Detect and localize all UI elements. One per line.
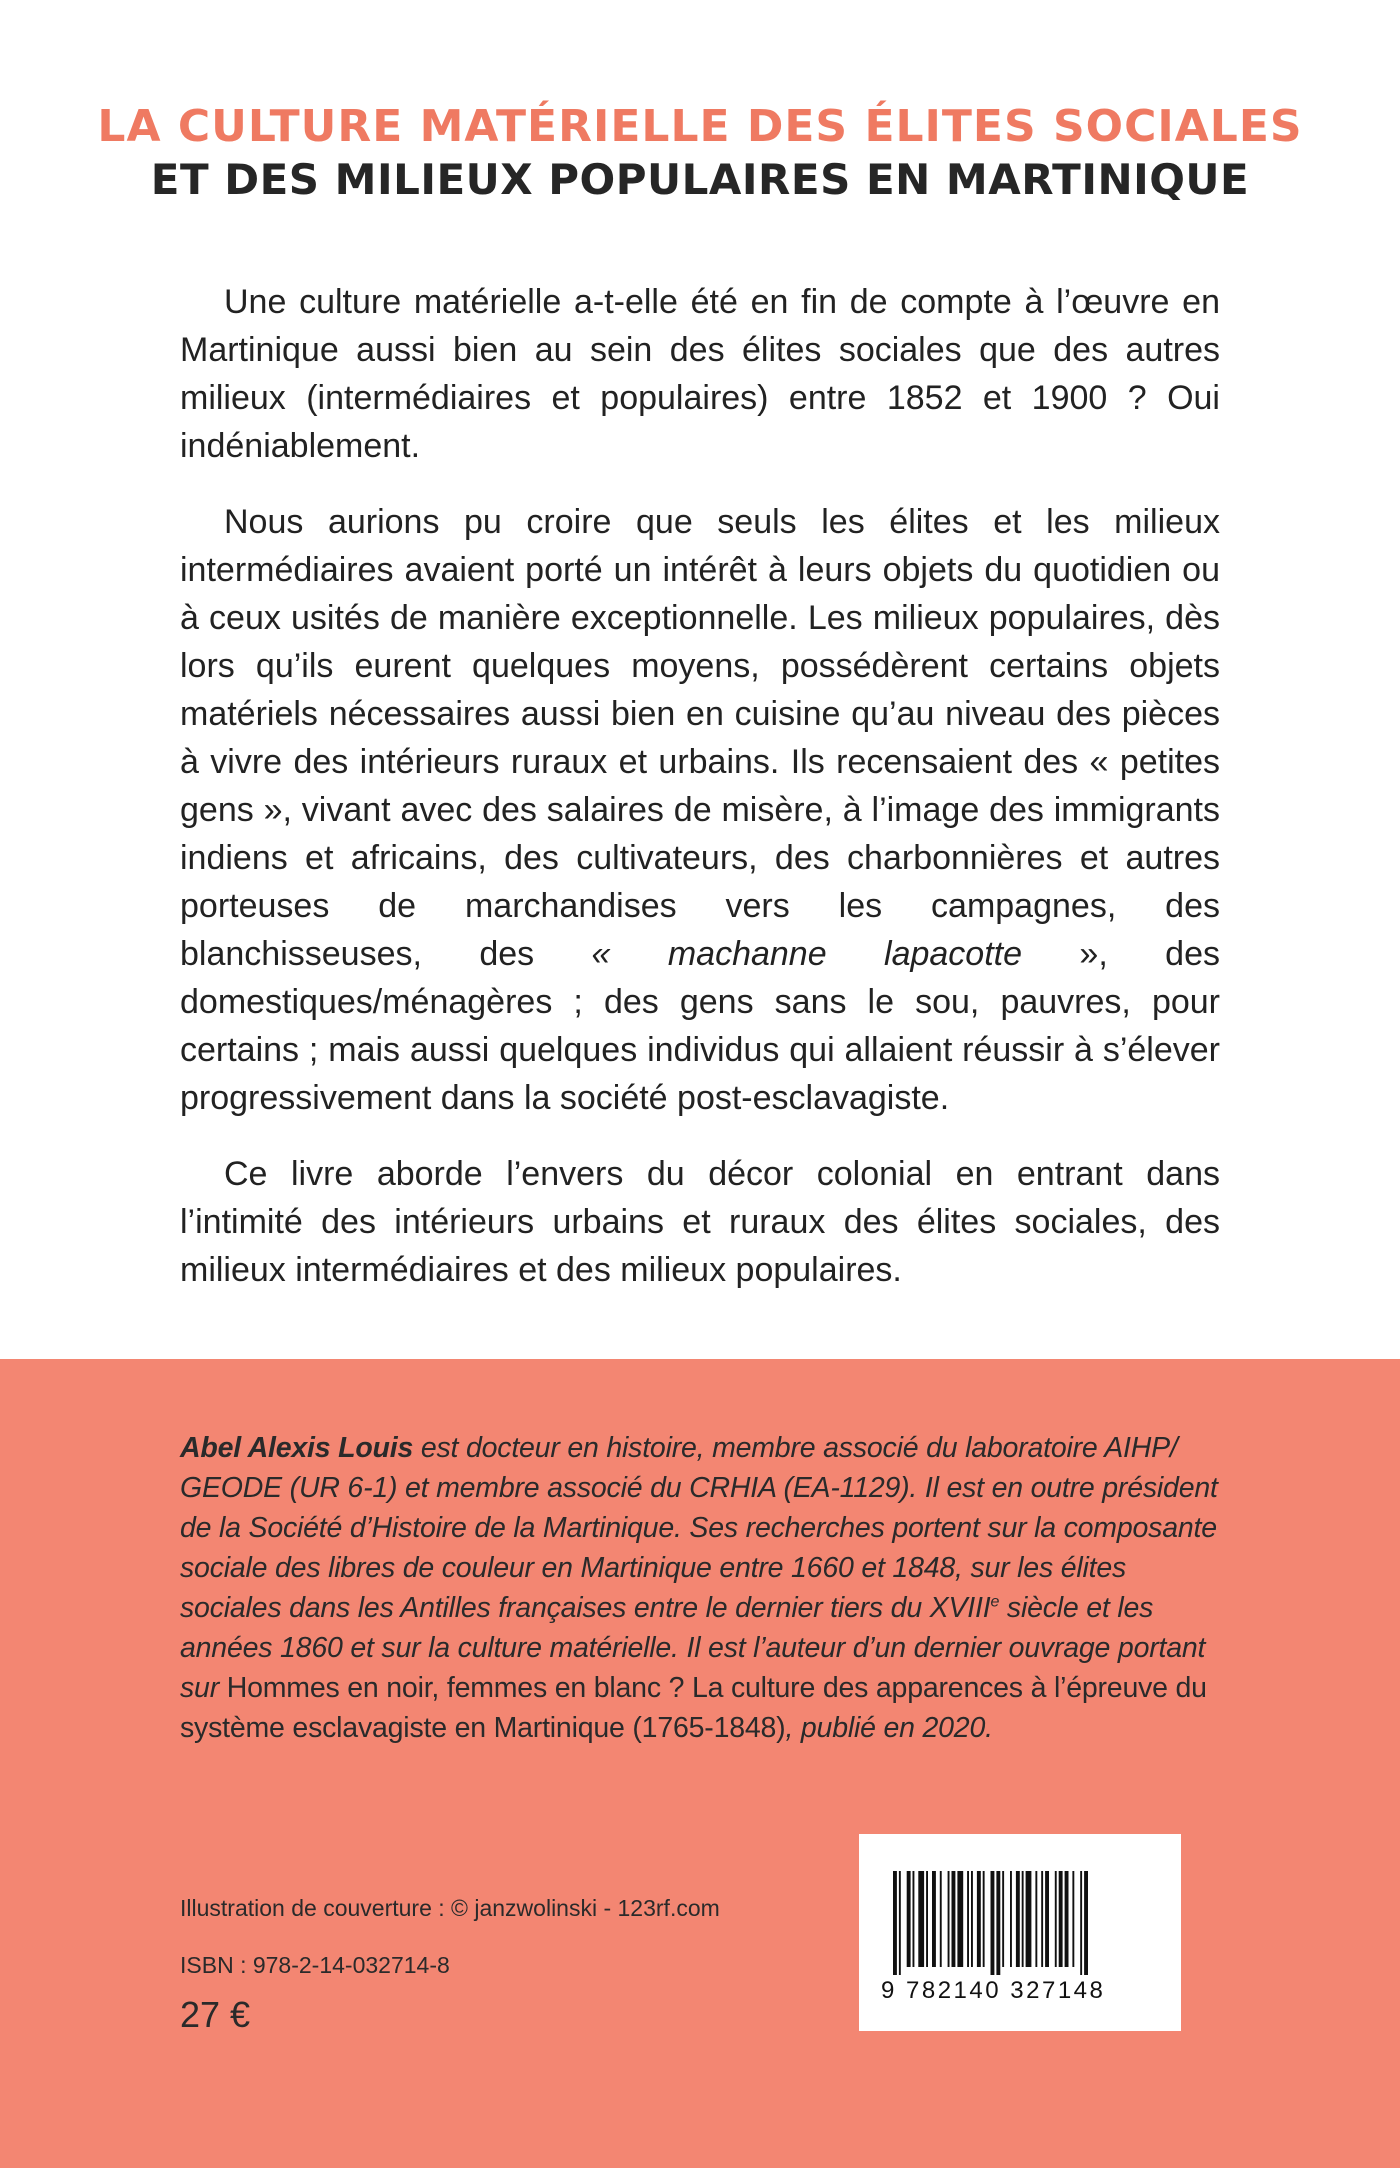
cover-title bbox=[0, 100, 1400, 206]
illustration-credit: Illustration de couverture : © janzwolinski - 123rf.com bbox=[180, 1895, 720, 1921]
barcode-bar bbox=[996, 1871, 1000, 1975]
summary-paragraph-1: Une culture matérielle a-t-elle été en fin de compte à l’œuvre en Martinique aussi bien au sein des élites sociales que des autres milieux (intermédiaires et populaires) entre 1852 et 1900 ? Oui indéniablement. bbox=[180, 283, 1220, 465]
barcode-bar bbox=[1059, 1871, 1063, 1967]
barcode-bar bbox=[948, 1871, 950, 1967]
barcode-bar bbox=[1072, 1871, 1074, 1967]
barcode-bars bbox=[891, 1871, 1149, 1975]
barcode-bar bbox=[991, 1871, 995, 1975]
barcode-bar bbox=[913, 1871, 915, 1967]
barcode-bar bbox=[907, 1871, 911, 1967]
barcode-bar bbox=[893, 1871, 897, 1975]
barcode-bar bbox=[957, 1871, 963, 1967]
barcode-bar bbox=[932, 1871, 936, 1967]
barcode-bar bbox=[1002, 1871, 1004, 1967]
barcode-bar bbox=[1065, 1871, 1069, 1967]
barcode-bar bbox=[926, 1871, 928, 1967]
bio-text-a: est docteur en histoire, membre associé du laboratoire AIHP/ GEODE (UR 6-1) et membre associé du CRHIA (EA-1129). Il est en outre président de la Société d’Histoire de la Martinique. Ses recherches portent sur la composante sociale des libres de couleur en Martinique entre 1660 et 1848, sur les élites sociales dans les Antilles françaises entre le dernier tiers du XVIII bbox=[180, 1432, 1218, 1624]
summary-p2-italic-term: « machanne lapacotte bbox=[591, 935, 1023, 973]
barcode-bar bbox=[1016, 1871, 1020, 1967]
author-name: Abel Alexis Louis bbox=[180, 1432, 414, 1464]
barcode-bar bbox=[1041, 1871, 1043, 1967]
summary-paragraph-3: Ce livre aborde l’envers du décor colonial en entrant dans l’intimité des intérieurs urbains et ruraux des élites sociales, des milieux intermédiaires et des milieux populaires. bbox=[180, 1155, 1220, 1289]
isbn: ISBN : 978-2-14-032714-8 bbox=[180, 1952, 450, 1978]
bio-superscript: e bbox=[990, 1593, 1000, 1611]
bio-text-b: siècle et les années 1860 et sur la culture matérielle. Il est l’auteur d’un dernier ouvrage portant sur bbox=[180, 1592, 1206, 1704]
summary-paragraph-2 bbox=[180, 498, 1220, 1122]
barcode-bar bbox=[1010, 1871, 1012, 1967]
price: 27 € bbox=[180, 1994, 251, 2035]
barcode-bar bbox=[967, 1871, 969, 1967]
barcode-bar bbox=[1084, 1871, 1088, 1975]
barcode-bar bbox=[1035, 1871, 1037, 1967]
barcode-bar bbox=[952, 1871, 956, 1967]
title-line-1: LA CULTURE MATÉRIELLE DES ÉLITES SOCIALES bbox=[97, 101, 1303, 152]
barcode-bar bbox=[918, 1871, 924, 1967]
barcode-bar bbox=[1026, 1871, 1032, 1967]
bio-text-c: , publié en 2020. bbox=[785, 1712, 993, 1744]
title-line-2: ET DES MILIEUX POPULAIRES EN MARTINIQUE bbox=[150, 155, 1250, 204]
summary-p2-text-a: Nous aurions pu croire que seuls les élites et les milieux intermédiaires avaient porté un intérêt à leurs objets du quotidien ou à ceux usités de manière exceptionnelle. Les milieux populaires, dès lors qu’ils eurent quelques moyens, possédèrent certains objets matériels nécessaires aussi bien en cuisine qu’au niveau des pièces à vivre des intérieurs ruraux et urbains. Ils recensaient des « petites gens », vivant avec des salaires de misère, à l’image des immigrants indiens et africains, des cultivateurs, des charbonnières et autres porteuses de marchandises vers les campagnes, des blanchisseuses, des bbox=[180, 503, 1220, 973]
barcode bbox=[859, 1834, 1181, 2031]
barcode-bar bbox=[971, 1871, 973, 1967]
book-summary bbox=[180, 278, 1220, 1322]
barcode-bar bbox=[1080, 1871, 1082, 1975]
author-bio bbox=[180, 1428, 1220, 1748]
summary-p2-text-b: », des domestiques/ménagères ; des gens sans le sou, pauvres, pour certains ; mais aussi quelques individus qui allaient réussir à s’élever progressivement dans la société post-esclavagiste. bbox=[180, 935, 1220, 1117]
barcode-bar bbox=[940, 1871, 942, 1967]
barcode-bar bbox=[983, 1871, 985, 1967]
bio-book-title: Hommes en noir, femmes en blanc ? La culture des apparences à l’épreuve du système esclavagiste en Martinique (1765-1848) bbox=[180, 1672, 1207, 1744]
barcode-bar bbox=[1022, 1871, 1024, 1967]
barcode-bar bbox=[899, 1871, 901, 1975]
barcode-digits: 9 782140 327148 bbox=[881, 1977, 1106, 2004]
barcode-bar bbox=[1045, 1871, 1049, 1967]
barcode-bar bbox=[977, 1871, 981, 1967]
author-panel bbox=[0, 1359, 1400, 2168]
barcode-bar bbox=[1055, 1871, 1057, 1967]
